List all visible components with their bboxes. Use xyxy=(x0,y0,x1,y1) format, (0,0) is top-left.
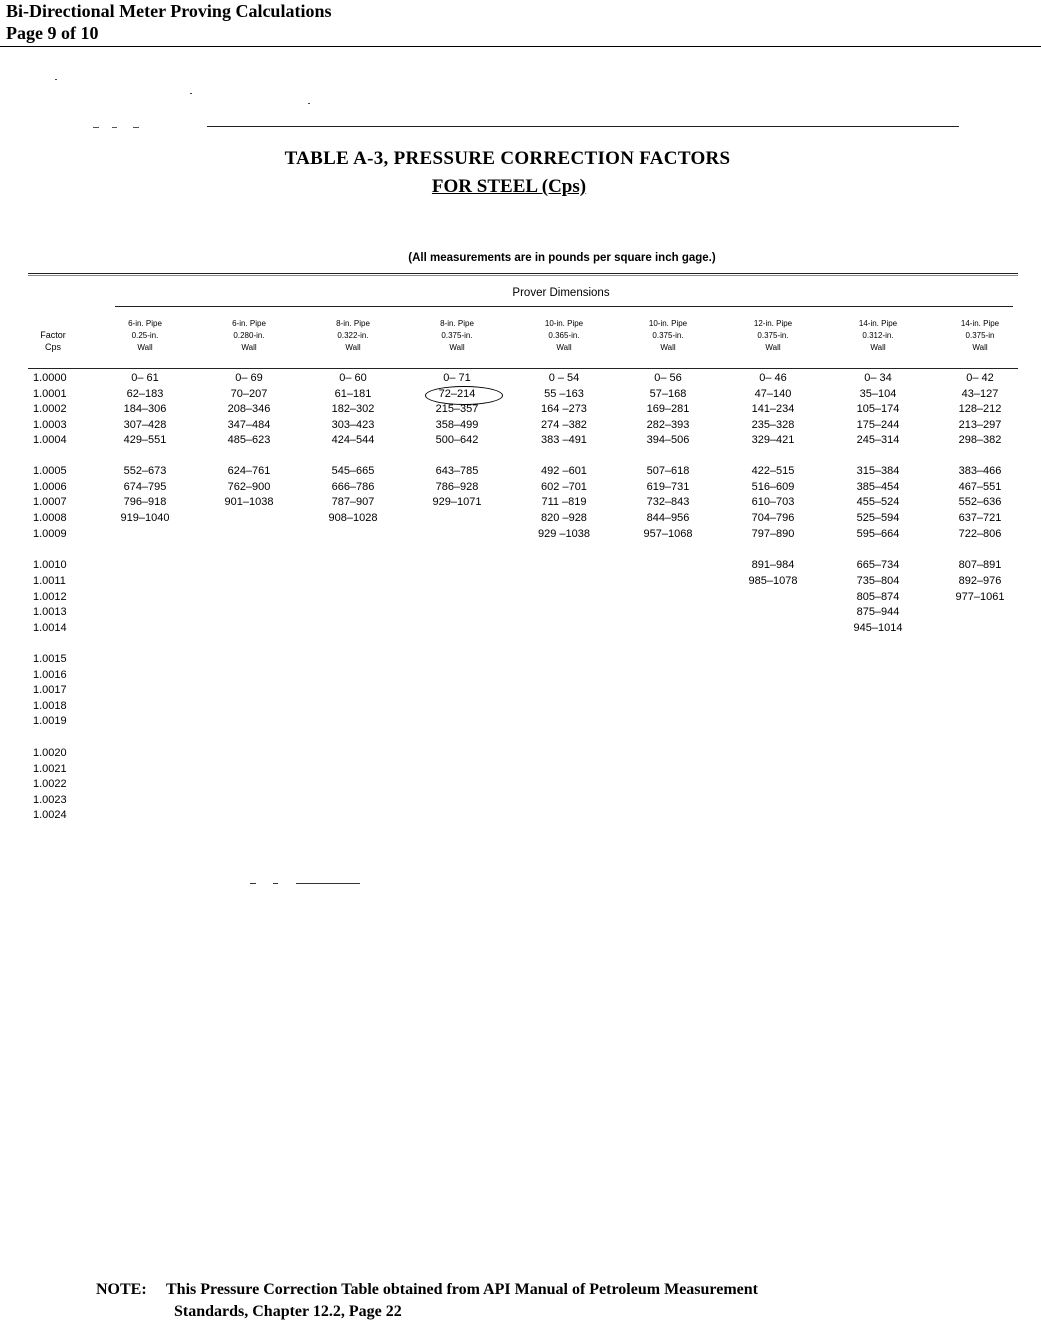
table-cell: 128–212 xyxy=(958,403,1002,415)
factor-cell: 1.0018 xyxy=(33,700,67,712)
factor-cell: 1.0007 xyxy=(33,496,67,508)
table-cell: 525–594 xyxy=(856,512,900,524)
table-cell: 820 –928 xyxy=(541,512,587,524)
column-header-line: Wall xyxy=(765,343,781,352)
column-header-line: 0.365-in. xyxy=(548,331,580,340)
table-cell: 164 –273 xyxy=(541,403,587,415)
factor-cell: 1.0020 xyxy=(33,747,67,759)
note-line-1: This Pressure Correction Table obtained from API Manual of Petroleum Measurement xyxy=(166,1281,758,1298)
column-header-line: 14-in. Pipe xyxy=(858,319,898,328)
column-header-line: 0.280-in. xyxy=(233,331,265,340)
column-header-line: 12-in. Pipe xyxy=(753,319,793,328)
table-cell: 516–609 xyxy=(751,481,795,493)
table-cell: 245–314 xyxy=(856,434,900,446)
table-cell: 424–544 xyxy=(331,434,375,446)
table-cell: 891–984 xyxy=(751,559,795,571)
column-header-line: 6-in. Pipe xyxy=(232,319,266,328)
factor-cell: 1.0021 xyxy=(33,763,67,775)
table-subtitle: FOR STEEL (Cps) xyxy=(431,176,587,197)
column-header-line: Wall xyxy=(972,343,988,352)
table-cell: 298–382 xyxy=(958,434,1002,446)
table-cell: 182–302 xyxy=(331,403,375,415)
column-header xyxy=(935,318,1025,354)
table-cell: 55 –163 xyxy=(544,388,584,400)
table-cell: 875–944 xyxy=(856,606,900,618)
column-header-line: 0.375-in. xyxy=(652,331,684,340)
prover-dimensions-header: Prover Dimensions xyxy=(512,287,610,299)
table-cell: 455–524 xyxy=(856,496,900,508)
page-number: Page 9 of 10 xyxy=(6,23,99,43)
table-title: TABLE A-3, PRESSURE CORRECTION FACTORS xyxy=(284,148,731,169)
note-line-2: Standards, Chapter 12.2, Page 22 xyxy=(174,1303,402,1320)
table-cell: 545–665 xyxy=(331,465,375,477)
scan-speck xyxy=(190,93,192,94)
column-header-line: 0.375-in. xyxy=(441,331,473,340)
factor-cell: 1.0017 xyxy=(33,684,67,696)
column-header-line: Wall xyxy=(241,343,257,352)
table-cell: 329–421 xyxy=(751,434,795,446)
table-cell: 383–466 xyxy=(958,465,1002,477)
table-cell: 844–956 xyxy=(646,512,690,524)
table-cell: 61–181 xyxy=(334,388,372,400)
table-cell: 35–104 xyxy=(859,388,897,400)
table-cell: 307–428 xyxy=(123,419,167,431)
table-cell: 0– 42 xyxy=(966,372,994,384)
scan-speck xyxy=(93,127,99,128)
table-cell: 805–874 xyxy=(856,591,900,603)
scan-speck xyxy=(133,127,139,128)
table-cell: 175–244 xyxy=(856,419,900,431)
table-cell: 796–918 xyxy=(123,496,167,508)
column-header-line: 8-in. Pipe xyxy=(336,319,370,328)
table-cell: 0– 56 xyxy=(654,372,682,384)
table-cell: 141–234 xyxy=(751,403,795,415)
table-cell: 358–499 xyxy=(435,419,479,431)
table-cell: 704–796 xyxy=(751,512,795,524)
factor-cell: 1.0005 xyxy=(33,465,67,477)
table-cell: 394–506 xyxy=(646,434,690,446)
table-cell: 347–484 xyxy=(227,419,271,431)
units-note: (All measurements are in pounds per square inch gage.) xyxy=(408,252,716,264)
column-header-line: Wall xyxy=(556,343,572,352)
column-header-line: Wall xyxy=(449,343,465,352)
table-cell: 797–890 xyxy=(751,528,795,540)
table-cell: 552–673 xyxy=(123,465,167,477)
table-cell: 169–281 xyxy=(646,403,690,415)
circled-value-marker xyxy=(425,386,503,405)
factor-cell: 1.0000 xyxy=(33,372,67,384)
table-cell: 215–357 xyxy=(435,403,479,415)
column-header-line: 10-in. Pipe xyxy=(648,319,688,328)
scan-speck xyxy=(250,883,256,884)
column-header xyxy=(728,318,818,354)
column-header xyxy=(623,318,713,354)
table-cell: 208–346 xyxy=(227,403,271,415)
table-cell: 735–804 xyxy=(856,575,900,587)
source-note xyxy=(96,1279,758,1323)
note-label: NOTE: xyxy=(96,1281,147,1298)
header-rule xyxy=(0,46,1041,47)
table-cell: 595–664 xyxy=(856,528,900,540)
table-cell: 467–551 xyxy=(958,481,1002,493)
column-header-line: 0.322-in. xyxy=(337,331,369,340)
table-cell: 929–1071 xyxy=(432,496,482,508)
table-cell: 72–214 xyxy=(438,388,476,400)
table-cell: 985–1078 xyxy=(748,575,798,587)
column-header-line: Wall xyxy=(137,343,153,352)
factor-header-line: Cps xyxy=(44,342,61,352)
bottom-rule-fragment xyxy=(296,883,360,884)
table-cell: 643–785 xyxy=(435,465,479,477)
column-header xyxy=(412,318,502,354)
table-cell: 892–976 xyxy=(958,575,1002,587)
table-cell: 787–907 xyxy=(331,496,375,508)
factor-cell: 1.0022 xyxy=(33,778,67,790)
factor-cell: 1.0010 xyxy=(33,559,67,571)
table-cell: 674–795 xyxy=(123,481,167,493)
factor-cell: 1.0003 xyxy=(33,419,67,431)
factor-header-line: Factor xyxy=(40,330,66,340)
column-header-line: 10-in. Pipe xyxy=(544,319,584,328)
column-header xyxy=(204,318,294,354)
table-cell: 303–423 xyxy=(331,419,375,431)
column-header xyxy=(308,318,398,354)
factor-cell: 1.0023 xyxy=(33,794,67,806)
table-cell: 0– 71 xyxy=(443,372,471,384)
factor-cell: 1.0008 xyxy=(33,512,67,524)
table-cell: 0– 46 xyxy=(759,372,787,384)
table-cell: 762–900 xyxy=(227,481,271,493)
column-header-line: 0.312-in. xyxy=(862,331,894,340)
table-top-rule-double xyxy=(28,275,1018,276)
column-header-line: Wall xyxy=(345,343,361,352)
factor-cell: 1.0012 xyxy=(33,591,67,603)
table-cell: 70–207 xyxy=(230,388,268,400)
column-header-line: 14-in. Pipe xyxy=(960,319,1000,328)
table-cell: 0– 60 xyxy=(339,372,367,384)
factor-cell: 1.0019 xyxy=(33,715,67,727)
factor-cell: 1.0013 xyxy=(33,606,67,618)
table-cell: 610–703 xyxy=(751,496,795,508)
table-cell: 624–761 xyxy=(227,465,271,477)
table-cell: 945–1014 xyxy=(853,622,903,634)
table-cell: 213–297 xyxy=(958,419,1002,431)
table-cell: 665–734 xyxy=(856,559,900,571)
table-cell: 105–174 xyxy=(856,403,900,415)
column-header xyxy=(519,318,609,354)
table-cell: 0– 69 xyxy=(235,372,263,384)
column-header-line: Wall xyxy=(660,343,676,352)
document-title: Bi-Directional Meter Proving Calculations xyxy=(6,1,332,21)
table-cell: 485–623 xyxy=(227,434,271,446)
table-cell: 977–1061 xyxy=(955,591,1005,603)
factor-cell: 1.0024 xyxy=(33,809,67,821)
column-header-line: 6-in. Pipe xyxy=(128,319,162,328)
table-cell: 385–454 xyxy=(856,481,900,493)
header-bottom-rule xyxy=(28,368,1018,369)
table-cell: 0– 61 xyxy=(131,372,159,384)
table-cell: 315–384 xyxy=(856,465,900,477)
factor-cell: 1.0015 xyxy=(33,653,67,665)
table-cell: 666–786 xyxy=(331,481,375,493)
scan-speck xyxy=(55,79,57,80)
scan-speck xyxy=(273,883,278,884)
table-cell: 500–642 xyxy=(435,434,479,446)
scan-speck xyxy=(308,103,310,104)
table-cell: 492 –601 xyxy=(541,465,587,477)
table-cell: 957–1068 xyxy=(643,528,693,540)
factor-cell: 1.0016 xyxy=(33,669,67,681)
table-cell: 422–515 xyxy=(751,465,795,477)
table-cell: 282–393 xyxy=(646,419,690,431)
factor-cell: 1.0011 xyxy=(33,575,66,587)
table-top-rule xyxy=(28,273,1018,274)
table-cell: 383 –491 xyxy=(541,434,587,446)
factor-cell: 1.0002 xyxy=(33,403,67,415)
factor-cell: 1.0001 xyxy=(33,388,67,400)
column-header-line: Wall xyxy=(870,343,886,352)
table-cell: 507–618 xyxy=(646,465,690,477)
table-cell: 619–731 xyxy=(646,481,690,493)
table-cell: 552–636 xyxy=(958,496,1002,508)
table-cell: 43–127 xyxy=(961,388,999,400)
table-cell: 235–328 xyxy=(751,419,795,431)
factor-cell: 1.0006 xyxy=(33,481,67,493)
table-cell: 0 – 54 xyxy=(548,372,580,384)
column-header xyxy=(100,318,190,354)
factor-cell: 1.0004 xyxy=(33,434,67,446)
column-header-line: 0.375-in xyxy=(965,331,995,340)
table-cell: 929 –1038 xyxy=(538,528,590,540)
table-cell: 901–1038 xyxy=(224,496,274,508)
table-cell: 57–168 xyxy=(649,388,687,400)
factor-column-header xyxy=(30,329,76,353)
table-cell: 722–806 xyxy=(958,528,1002,540)
scan-speck xyxy=(112,127,117,128)
table-cell: 919–1040 xyxy=(120,512,170,524)
table-cell: 62–183 xyxy=(126,388,164,400)
table-cell: 429–551 xyxy=(123,434,167,446)
table-cell: 908–1028 xyxy=(328,512,378,524)
table-cell: 274 –382 xyxy=(541,419,587,431)
factor-cell: 1.0009 xyxy=(33,528,67,540)
group-rule xyxy=(115,306,1013,307)
table-cell: 732–843 xyxy=(646,496,690,508)
table-cell: 47–140 xyxy=(754,388,792,400)
table-cell: 637–721 xyxy=(958,512,1002,524)
document-header xyxy=(6,0,331,44)
table-cell: 184–306 xyxy=(123,403,167,415)
factor-cell: 1.0014 xyxy=(33,622,67,634)
column-header-line: 8-in. Pipe xyxy=(440,319,474,328)
column-header-line: 0.25-in. xyxy=(131,331,159,340)
column-header-line: 0.375-in. xyxy=(757,331,789,340)
table-cell: 807–891 xyxy=(958,559,1002,571)
column-header xyxy=(833,318,923,354)
table-cell: 711 –819 xyxy=(541,496,587,508)
top-rule xyxy=(207,126,959,127)
table-cell: 786–928 xyxy=(435,481,479,493)
table-cell: 0– 34 xyxy=(864,372,892,384)
table-cell: 602 –701 xyxy=(541,481,587,493)
